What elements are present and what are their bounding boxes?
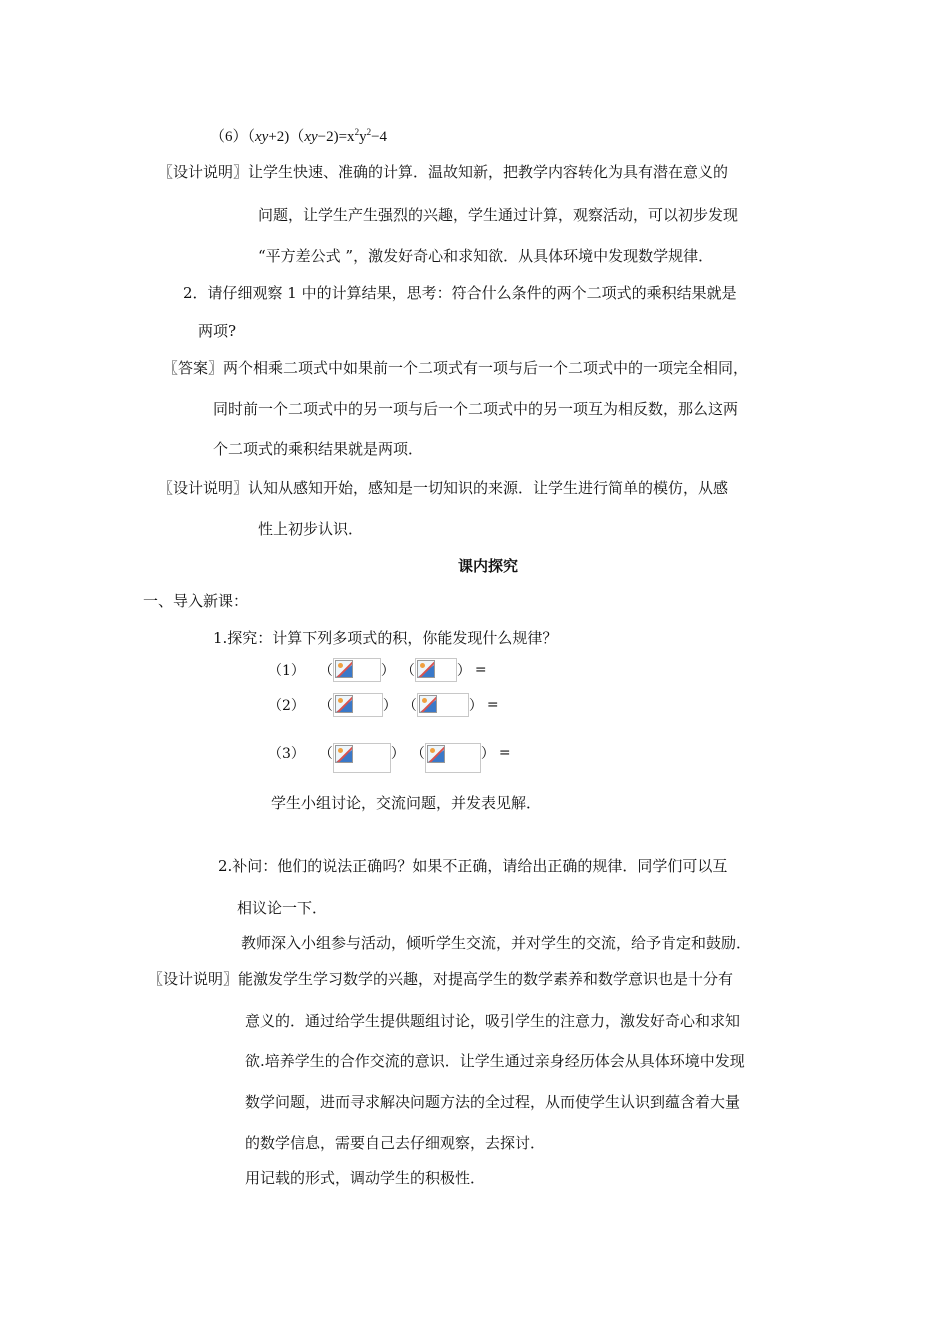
equals-sign: = bbox=[498, 745, 511, 761]
open-paren: （ bbox=[318, 663, 333, 679]
open-paren: （ bbox=[400, 663, 415, 679]
section-heading: 课内探究 bbox=[458, 557, 519, 575]
exercise-row-3 bbox=[268, 733, 511, 773]
close-paren: ） bbox=[480, 746, 495, 762]
broken-image-icon bbox=[335, 660, 353, 678]
close-paren: ） bbox=[382, 698, 397, 714]
text-line: 一、导入新课： bbox=[143, 592, 249, 610]
exercise-label: （2） bbox=[268, 698, 305, 714]
text-line: 的数学信息，需要自己去仔细观察，去探讨． bbox=[245, 1134, 546, 1152]
broken-image-icon bbox=[335, 695, 353, 713]
text-line: 两项? bbox=[198, 322, 237, 340]
text-line: 〖答案〗两个相乘二项式中如果前一个二项式有一项与后一个二项式中的一项完全相同， bbox=[163, 359, 749, 377]
formula-image-placeholder bbox=[425, 743, 481, 773]
text-line: 学生小组讨论，交流问题，并发表见解． bbox=[271, 794, 542, 812]
broken-image-icon bbox=[335, 745, 353, 763]
text-line: 2.补问：他们的说法正确吗？如果不正确，请给出正确的规律．同学们可以互 bbox=[218, 857, 728, 875]
text-line: 用记载的形式，调动学生的积极性． bbox=[245, 1169, 486, 1187]
open-paren: （ bbox=[318, 746, 333, 762]
text-line: “平方差公式 ”，激发好奇心和求知欲．从具体环境中发现数学规律． bbox=[258, 247, 714, 265]
text-line: 问题，让学生产生强烈的兴趣，学生通过计算，观察活动，可以初步发现 bbox=[258, 206, 739, 224]
broken-image-icon bbox=[427, 745, 445, 763]
text-line: 〖设计说明〗认知从感知开始，感知是一切知识的来源．让学生进行简单的模仿，从感 bbox=[158, 479, 729, 497]
text-line: 数学问题，进而寻求解决问题方法的全过程，从而使学生认识到蕴含着大量 bbox=[245, 1093, 741, 1111]
exercise-row-1 bbox=[268, 658, 487, 682]
open-paren: （ bbox=[402, 698, 417, 714]
formula-image-placeholder bbox=[415, 658, 457, 682]
text-line: 2．请仔细观察 1 中的计算结果，思考：符合什么条件的两个二项式的乘积结果就是 bbox=[183, 284, 737, 302]
broken-image-icon bbox=[419, 695, 437, 713]
close-paren: ） bbox=[456, 663, 471, 679]
open-paren: （ bbox=[318, 698, 333, 714]
broken-image-icon bbox=[417, 660, 435, 678]
text-line: 相议论一下． bbox=[237, 899, 328, 917]
text-line: 欲.培养学生的合作交流的意识．让学生通过亲身经历体会从具体环境中发现 bbox=[245, 1052, 745, 1070]
text-line: 1.探究：计算下列多项式的积，你能发现什么规律？ bbox=[213, 629, 558, 647]
formula-image-placeholder bbox=[333, 743, 391, 773]
text-line: 〖设计说明〗能激发学生学习数学的兴趣，对提高学生的数学素养和数学意识也是十分有 bbox=[148, 970, 734, 988]
text-line: 性上初步认识． bbox=[258, 520, 364, 538]
formula-image-placeholder bbox=[333, 658, 381, 682]
close-paren: ） bbox=[380, 663, 395, 679]
open-paren: （ bbox=[410, 746, 425, 762]
exercise-label: （3） bbox=[268, 746, 305, 762]
text-line: 同时前一个二项式中的另一项与后一个二项式中的另一项互为相反数，那么这两 bbox=[213, 400, 739, 418]
formula-image-placeholder bbox=[417, 693, 469, 717]
formula-image-placeholder bbox=[333, 693, 383, 717]
close-paren: ） bbox=[468, 698, 483, 714]
text-line: 个二项式的乘积结果就是两项． bbox=[213, 440, 424, 458]
text-line: $(6)(xy+2)(xy-2)=x^2y^2-4$ bbox=[210, 127, 388, 145]
text-line: 〖设计说明〗让学生快速、准确的计算．温故知新，把教学内容转化为具有潜在意义的 bbox=[158, 163, 729, 181]
text-line: 意义的．通过给学生提供题组讨论，吸引学生的注意力，激发好奇心和求知 bbox=[245, 1012, 741, 1030]
close-paren: ） bbox=[390, 746, 405, 762]
exercise-label: （1） bbox=[268, 663, 305, 679]
text-line: 教师深入小组参与活动，倾听学生交流，并对学生的交流，给予肯定和鼓励． bbox=[241, 934, 752, 952]
equals-sign: = bbox=[486, 697, 499, 713]
exercise-row-2 bbox=[268, 693, 499, 717]
equals-sign: = bbox=[474, 662, 487, 678]
